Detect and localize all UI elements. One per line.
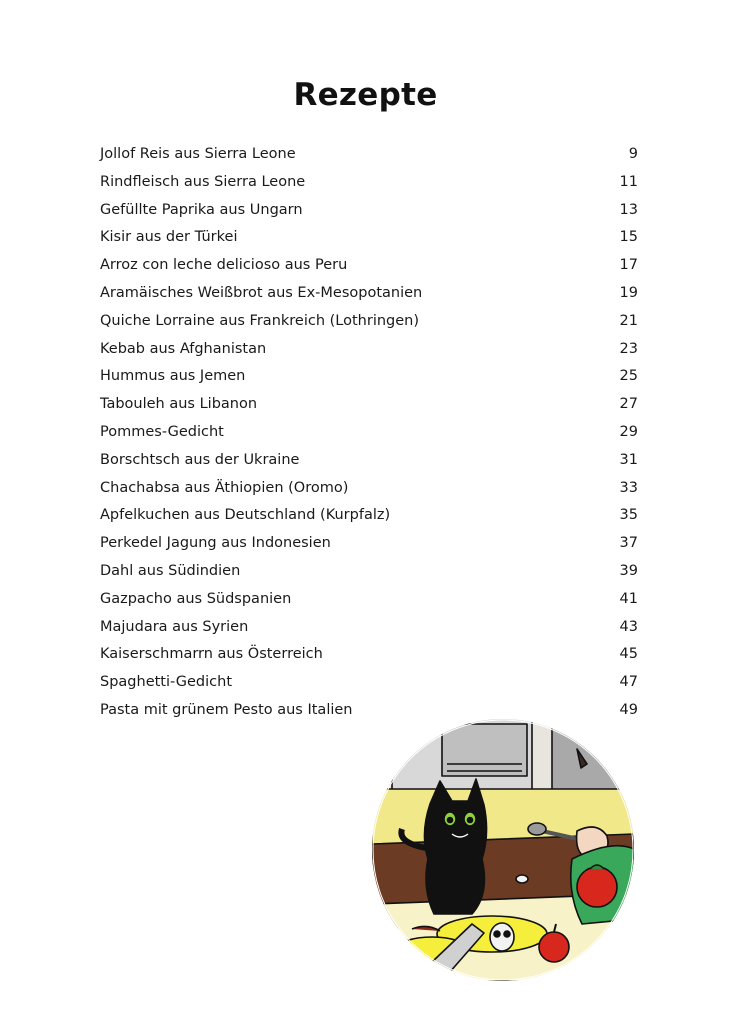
toc-entry-page-number: 35: [619, 507, 638, 524]
toc-entry-page-number: 37: [619, 535, 638, 552]
toc-entry-title: Rindfleisch aus Sierra Leone: [100, 173, 306, 190]
toc-entry-page-number: 49: [619, 701, 638, 718]
toc-entry-page-number: 9: [628, 146, 638, 162]
toc-entry-title: Aramäisches Weißbrot aus Ex-Mesopotanien: [100, 284, 423, 301]
toc-entry-page-number: 21: [619, 312, 638, 329]
toc-entry-page-number: 47: [619, 674, 638, 691]
toc-entry-title: Apfelkuchen aus Deutschland (Kurpfalz): [100, 507, 391, 524]
toc-entry: [100, 563, 638, 591]
toc-entry: [100, 202, 638, 230]
toc-entry-page-number: 11: [619, 173, 638, 190]
toc-entry-title: Kebab aus Afghanistan: [100, 340, 267, 357]
toc-entry-title: Quiche Lorraine aus Frankreich (Lothringen): [100, 312, 420, 329]
toc-entry: [100, 452, 638, 480]
toc-entry-title: Tabouleh aus Libanon: [100, 396, 258, 413]
toc-entry-page-number: 29: [619, 423, 638, 440]
toc-entry-title: Gazpacho aus Südspanien: [100, 590, 292, 607]
toc-entry-page-number: 25: [619, 368, 638, 385]
toc-entry-title: Perkedel Jagung aus Indonesien: [100, 535, 331, 552]
toc-entry-title: Jollof Reis aus Sierra Leone: [100, 146, 296, 162]
kitchen-cat-illustration: [372, 719, 634, 981]
toc-entry-title: Pommes-Gedicht: [100, 423, 224, 440]
toc-entry-page-number: 17: [619, 257, 638, 274]
toc-entry: [100, 257, 638, 285]
toc-entry-page-number: 45: [619, 646, 638, 663]
toc-entry-title: Borschtsch aus der Ukraine: [100, 451, 300, 468]
toc-entry-title: Majudara aus Syrien: [100, 618, 249, 635]
toc-entry-title: Spaghetti-Gedicht: [100, 674, 233, 691]
toc-entry-title: Arroz con leche delicioso aus Peru: [100, 257, 348, 274]
page-title: Rezepte: [293, 76, 438, 113]
toc-entry: [100, 341, 638, 369]
toc-entry: [100, 646, 638, 674]
toc-entry-title: Hummus aus Jemen: [100, 368, 246, 385]
toc-entry-page-number: 27: [619, 396, 638, 413]
toc-entry: [100, 146, 638, 174]
toc-entry: [100, 424, 638, 452]
table-of-contents: [100, 146, 638, 730]
toc-entry-title: Pasta mit grünem Pesto aus Italien: [100, 701, 353, 718]
toc-entry: [100, 285, 638, 313]
toc-entry: [100, 507, 638, 535]
toc-entry-page-number: 39: [619, 562, 638, 579]
toc-entry: [100, 480, 638, 508]
toc-entry-title: Chachabsa aus Äthiopien (Oromo): [100, 479, 349, 496]
toc-entry-page-number: 31: [619, 451, 638, 468]
toc-entry: [100, 313, 638, 341]
toc-entry: [100, 229, 638, 257]
toc-entry: [100, 591, 638, 619]
toc-entry-title: Kaiserschmarrn aus Österreich: [100, 646, 323, 663]
toc-entry-page-number: 41: [619, 590, 638, 607]
toc-entry-title: Kisir aus der Türkei: [100, 229, 238, 246]
toc-entry-page-number: 13: [619, 201, 638, 218]
toc-entry-title: Dahl aus Südindien: [100, 562, 241, 579]
toc-entry: [100, 396, 638, 424]
toc-entry: [100, 368, 638, 396]
toc-entry: [100, 174, 638, 202]
toc-entry-page-number: 33: [619, 479, 638, 496]
toc-entry-page-number: 19: [619, 284, 638, 301]
toc-entry: [100, 674, 638, 702]
toc-entry: [100, 619, 638, 647]
toc-entry-page-number: 23: [619, 340, 638, 357]
toc-entry-title: Gefüllte Paprika aus Ungarn: [100, 201, 303, 218]
toc-entry-page-number: 43: [619, 618, 638, 635]
toc-entry-page-number: 15: [619, 229, 638, 246]
toc-entry: [100, 535, 638, 563]
